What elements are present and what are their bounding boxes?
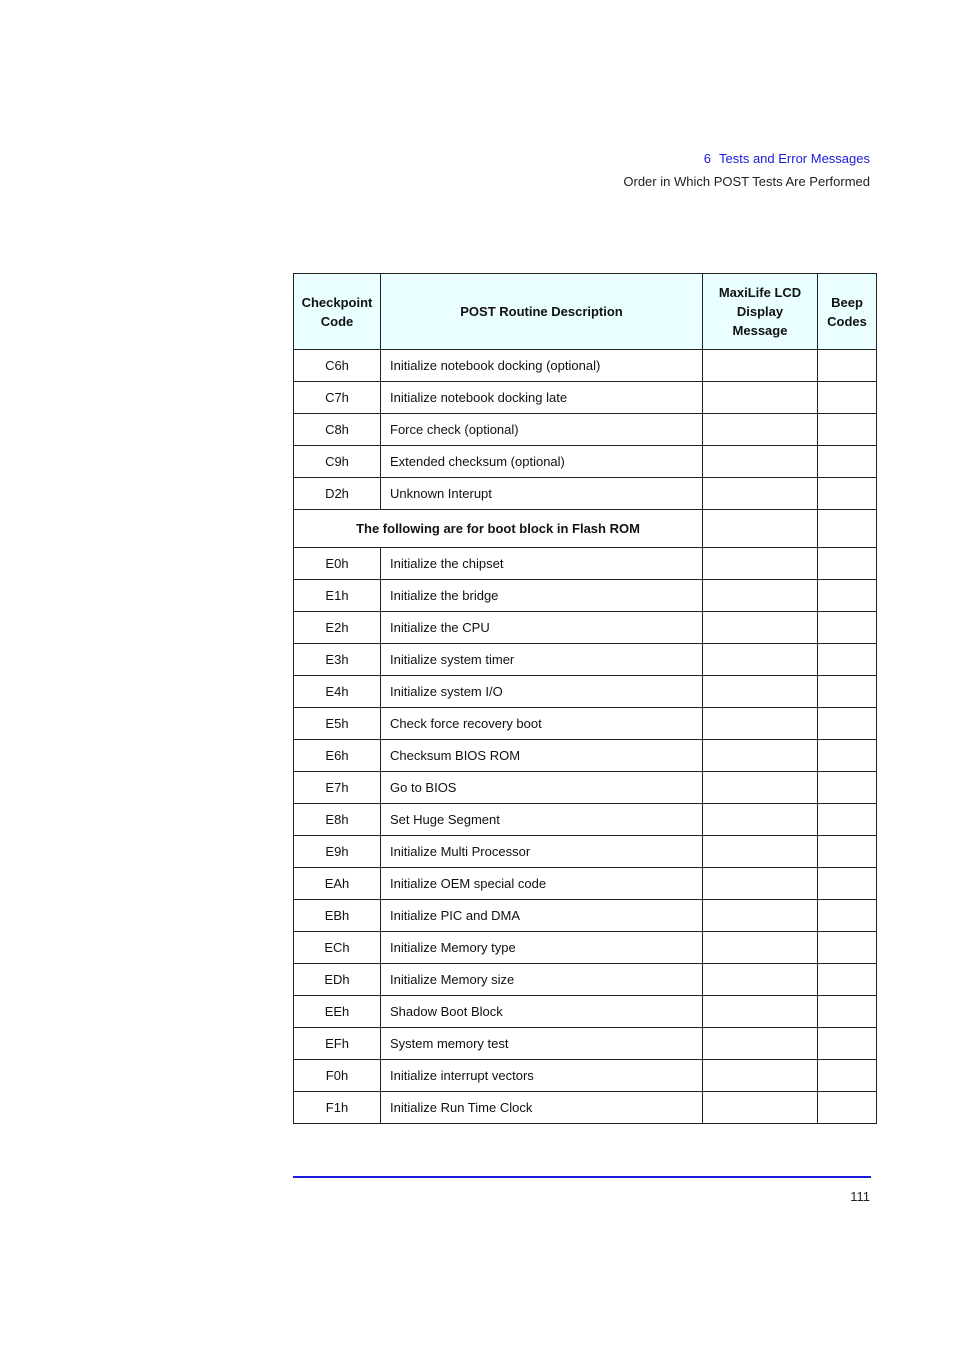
beep-codes-cell: [818, 644, 877, 676]
lcd-message-cell: [703, 548, 818, 580]
lcd-message-cell: [703, 414, 818, 446]
post-checkpoint-table: [293, 273, 877, 1124]
table-row: [294, 446, 877, 478]
beep-codes-cell: [818, 1092, 877, 1124]
header-beep-codes: Beep Codes: [818, 274, 877, 350]
table-row: [294, 1060, 877, 1092]
chapter-number: 6: [703, 151, 711, 166]
beep-codes-cell: [818, 548, 877, 580]
checkpoint-code-cell: E8h: [294, 804, 381, 836]
page-number: 111: [850, 1189, 870, 1204]
table-row: [294, 740, 877, 772]
group-row: [294, 510, 877, 548]
group-beep-cell: [818, 510, 877, 548]
routine-description-cell: Initialize notebook docking late: [381, 382, 703, 414]
checkpoint-code-cell: E4h: [294, 676, 381, 708]
beep-codes-cell: [818, 964, 877, 996]
routine-description-cell: Initialize the chipset: [381, 548, 703, 580]
routine-description-cell: Initialize interrupt vectors: [381, 1060, 703, 1092]
routine-description-cell: Initialize Memory size: [381, 964, 703, 996]
beep-codes-cell: [818, 932, 877, 964]
table-row: [294, 350, 877, 382]
lcd-message-cell: [703, 708, 818, 740]
routine-description-cell: Initialize OEM special code: [381, 868, 703, 900]
lcd-message-cell: [703, 836, 818, 868]
beep-codes-cell: [818, 868, 877, 900]
routine-description-cell: System memory test: [381, 1028, 703, 1060]
beep-codes-cell: [818, 836, 877, 868]
routine-description-cell: Check force recovery boot: [381, 708, 703, 740]
routine-description-cell: Initialize PIC and DMA: [381, 900, 703, 932]
routine-description-cell: Initialize notebook docking (optional): [381, 350, 703, 382]
checkpoint-code-cell: C6h: [294, 350, 381, 382]
lcd-message-cell: [703, 350, 818, 382]
header-checkpoint-code: Checkpoint Code: [294, 274, 381, 350]
routine-description-cell: Initialize Multi Processor: [381, 836, 703, 868]
checkpoint-code-cell: E9h: [294, 836, 381, 868]
checkpoint-code-cell: E3h: [294, 644, 381, 676]
table-row: [294, 478, 877, 510]
table-row: [294, 414, 877, 446]
lcd-message-cell: [703, 964, 818, 996]
checkpoint-code-cell: E6h: [294, 740, 381, 772]
checkpoint-code-cell: EFh: [294, 1028, 381, 1060]
routine-description-cell: Initialize Run Time Clock: [381, 1092, 703, 1124]
beep-codes-cell: [818, 350, 877, 382]
table-body-bottom: [294, 548, 877, 1124]
checkpoint-code-cell: E5h: [294, 708, 381, 740]
table-row: [294, 382, 877, 414]
table-row: [294, 932, 877, 964]
lcd-message-cell: [703, 446, 818, 478]
routine-description-cell: Initialize Memory type: [381, 932, 703, 964]
lcd-message-cell: [703, 580, 818, 612]
routine-description-cell: Unknown Interupt: [381, 478, 703, 510]
routine-description-cell: Extended checksum (optional): [381, 446, 703, 478]
group-label: The following are for boot block in Flash ROM: [294, 510, 703, 548]
checkpoint-code-cell: EDh: [294, 964, 381, 996]
beep-codes-cell: [818, 414, 877, 446]
table-body-top: [294, 350, 877, 510]
routine-description-cell: Initialize the bridge: [381, 580, 703, 612]
footer-rule: [293, 1176, 871, 1178]
checkpoint-code-cell: E1h: [294, 580, 381, 612]
beep-codes-cell: [818, 772, 877, 804]
table-row: [294, 708, 877, 740]
routine-description-cell: Go to BIOS: [381, 772, 703, 804]
checkpoint-code-cell: EEh: [294, 996, 381, 1028]
table-row: [294, 580, 877, 612]
routine-description-cell: Set Huge Segment: [381, 804, 703, 836]
header-lcd-display-message: MaxiLife LCD Display Message: [703, 274, 818, 350]
lcd-message-cell: [703, 478, 818, 510]
chapter-title: Tests and Error Messages: [718, 151, 870, 166]
beep-codes-cell: [818, 612, 877, 644]
lcd-message-cell: [703, 644, 818, 676]
beep-codes-cell: [818, 382, 877, 414]
table-row: [294, 900, 877, 932]
table-row: [294, 548, 877, 580]
lcd-message-cell: [703, 772, 818, 804]
beep-codes-cell: [818, 1060, 877, 1092]
table-row: [294, 868, 877, 900]
checkpoint-code-cell: ECh: [294, 932, 381, 964]
lcd-message-cell: [703, 382, 818, 414]
checkpoint-code-cell: F0h: [294, 1060, 381, 1092]
lcd-message-cell: [703, 868, 818, 900]
lcd-message-cell: [703, 900, 818, 932]
table-row: [294, 676, 877, 708]
beep-codes-cell: [818, 900, 877, 932]
routine-description-cell: Checksum BIOS ROM: [381, 740, 703, 772]
beep-codes-cell: [818, 996, 877, 1028]
table-row: [294, 772, 877, 804]
checkpoint-code-cell: E2h: [294, 612, 381, 644]
checkpoint-code-cell: E0h: [294, 548, 381, 580]
checkpoint-code-cell: D2h: [294, 478, 381, 510]
table-row: [294, 836, 877, 868]
table-row: [294, 612, 877, 644]
table-group-section: [294, 510, 877, 548]
group-lcd-cell: [703, 510, 818, 548]
table-row: [294, 964, 877, 996]
lcd-message-cell: [703, 932, 818, 964]
table-header-row: [294, 274, 877, 350]
beep-codes-cell: [818, 804, 877, 836]
lcd-message-cell: [703, 996, 818, 1028]
lcd-message-cell: [703, 1028, 818, 1060]
lcd-message-cell: [703, 1092, 818, 1124]
table-row: [294, 1092, 877, 1124]
section-title: Order in Which POST Tests Are Performed: [623, 174, 870, 189]
lcd-message-cell: [703, 676, 818, 708]
beep-codes-cell: [818, 676, 877, 708]
routine-description-cell: Shadow Boot Block: [381, 996, 703, 1028]
table-row: [294, 644, 877, 676]
chapter-heading: [704, 151, 870, 166]
checkpoint-code-cell: F1h: [294, 1092, 381, 1124]
routine-description-cell: Force check (optional): [381, 414, 703, 446]
lcd-message-cell: [703, 804, 818, 836]
lcd-message-cell: [703, 612, 818, 644]
table-row: [294, 996, 877, 1028]
checkpoint-code-cell: EBh: [294, 900, 381, 932]
lcd-message-cell: [703, 1060, 818, 1092]
checkpoint-code-cell: C7h: [294, 382, 381, 414]
beep-codes-cell: [818, 740, 877, 772]
table-row: [294, 804, 877, 836]
beep-codes-cell: [818, 708, 877, 740]
header-post-routine-description: POST Routine Description: [381, 274, 703, 350]
checkpoint-code-cell: E7h: [294, 772, 381, 804]
routine-description-cell: Initialize the CPU: [381, 612, 703, 644]
beep-codes-cell: [818, 478, 877, 510]
beep-codes-cell: [818, 1028, 877, 1060]
beep-codes-cell: [818, 580, 877, 612]
routine-description-cell: Initialize system I/O: [381, 676, 703, 708]
checkpoint-code-cell: EAh: [294, 868, 381, 900]
checkpoint-code-cell: C9h: [294, 446, 381, 478]
routine-description-cell: Initialize system timer: [381, 644, 703, 676]
beep-codes-cell: [818, 446, 877, 478]
lcd-message-cell: [703, 740, 818, 772]
checkpoint-code-cell: C8h: [294, 414, 381, 446]
table-row: [294, 1028, 877, 1060]
